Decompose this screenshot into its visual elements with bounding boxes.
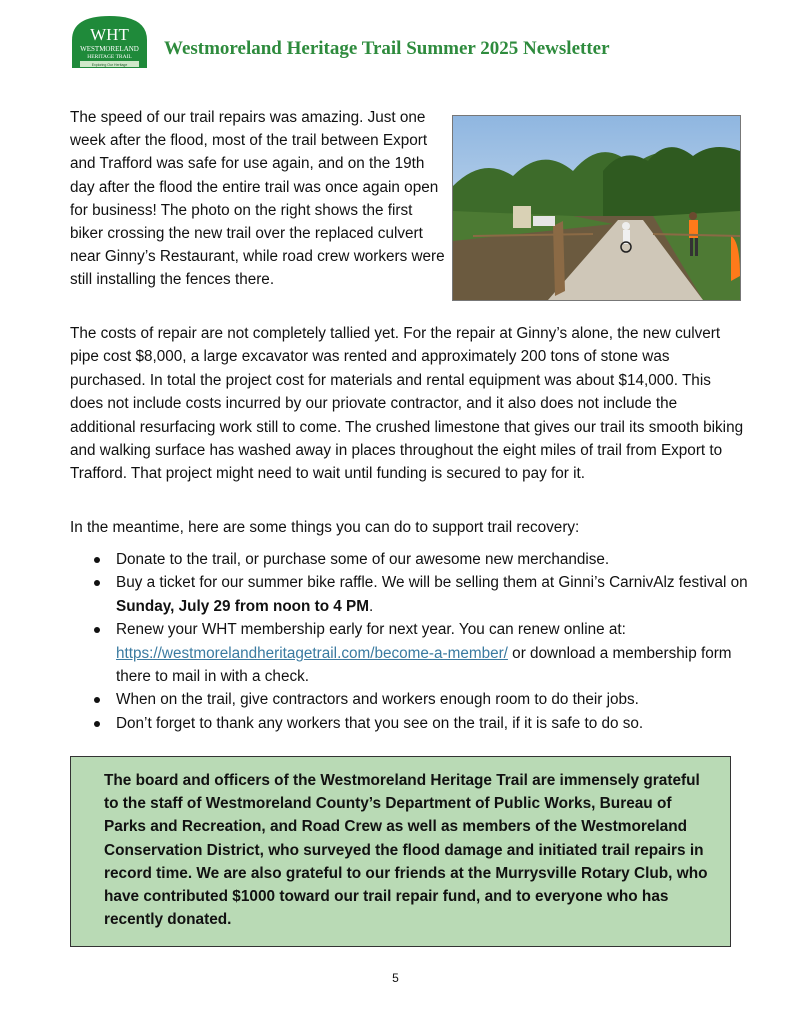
list-item — [70, 618, 750, 688]
bullet-icon — [94, 557, 100, 563]
intro-paragraph: The speed of our trail repairs was amazing. Just one week after the flood, most of the trail between Export and Trafford was safe for use again, and on the 19th day after the flood the entire trail was once again open for business! The photo on the right shows the first biker crossing the new trail over the replaced culvert near Ginny’s Restaurant, while road crew workers were still installing the fences there. — [70, 109, 445, 289]
page-number: 5 — [392, 971, 399, 985]
bullet-icon — [94, 627, 100, 633]
list-item-text: Buy a ticket for our summer bike raffle. We will be selling them at Ginni’s CarnivAlz festival on — [116, 574, 748, 592]
bullet-icon — [94, 697, 100, 703]
support-list — [70, 548, 750, 735]
wht-logo — [70, 14, 149, 69]
svg-text:HERITAGE TRAIL: HERITAGE TRAIL — [87, 54, 132, 60]
list-item-text: or download a membership form there to mail in with a check. — [116, 644, 732, 686]
list-item-text: When on the trail, give contractors and workers enough room to do their jobs. — [116, 691, 639, 709]
list-item — [70, 571, 750, 618]
raffle-date: Sunday, July 29 from noon to 4 PM — [116, 597, 369, 615]
page-header — [70, 14, 750, 74]
list-item-text: Donate to the trail, or purchase some of our awesome new merchandise. — [116, 551, 610, 568]
bullet-icon — [94, 721, 100, 727]
svg-text:WHT: WHT — [90, 25, 129, 44]
image-icon — [453, 116, 740, 300]
bullet-icon — [94, 580, 100, 586]
meantime-paragraph: In the meantime, here are some things you can do to support trail recovery: — [70, 519, 580, 536]
costs-paragraph: The costs of repair are not completely tallied yet. For the repair at Ginny’s alone, the new culvert pipe cost $8,000, a large excavator was rented and approximately 200 tons of stone was purchased. In total the project cost for materials and rental equipment was about $14,000. This does not include costs incurred by our priovate contractor, and it also does not include the additional resurfacing work still to come. The crushed limestone that gives our trail its smooth biking and walking surface has washed away in places throughout the eight miles of trail from Export to Trafford. That project might need to wait until funding is secured to pay for it. — [70, 325, 744, 483]
list-item — [70, 712, 750, 735]
thanks-text: The board and officers of the Westmoreland Heritage Trail are immensely grateful to the staff of Westmoreland County’s Department of Public Works, Bureau of Parks and Recreation, and Road Crew as well as members of the Westmoreland Conservation District, who surveyed the flood damage and initiated trail repairs in record time. We are also grateful to our friends at the Murrysville Rotary Club, who have contributed $1000 toward our trail repair fund, and to everyone who has recently donated. — [104, 772, 708, 929]
list-item-text: Don’t forget to thank any workers that you see on the trail, if it is safe to do so. — [116, 714, 644, 732]
list-item — [70, 548, 750, 571]
list-item-text: . — [369, 597, 374, 615]
list-item — [70, 688, 750, 711]
svg-text:WESTMORELAND: WESTMORELAND — [80, 45, 139, 53]
newsletter-title: Westmoreland Heritage Trail Summer 2025 Newsletter — [164, 38, 610, 59]
trail-photo — [452, 115, 741, 301]
list-item-text: Renew your WHT membership early for next year. You can renew online at: — [116, 621, 626, 639]
svg-text:Exploring Our Heritage: Exploring Our Heritage — [91, 63, 128, 67]
thanks-box — [70, 756, 731, 947]
membership-link[interactable]: https://westmorelandheritagetrail.com/become-a-member/ — [116, 644, 508, 662]
